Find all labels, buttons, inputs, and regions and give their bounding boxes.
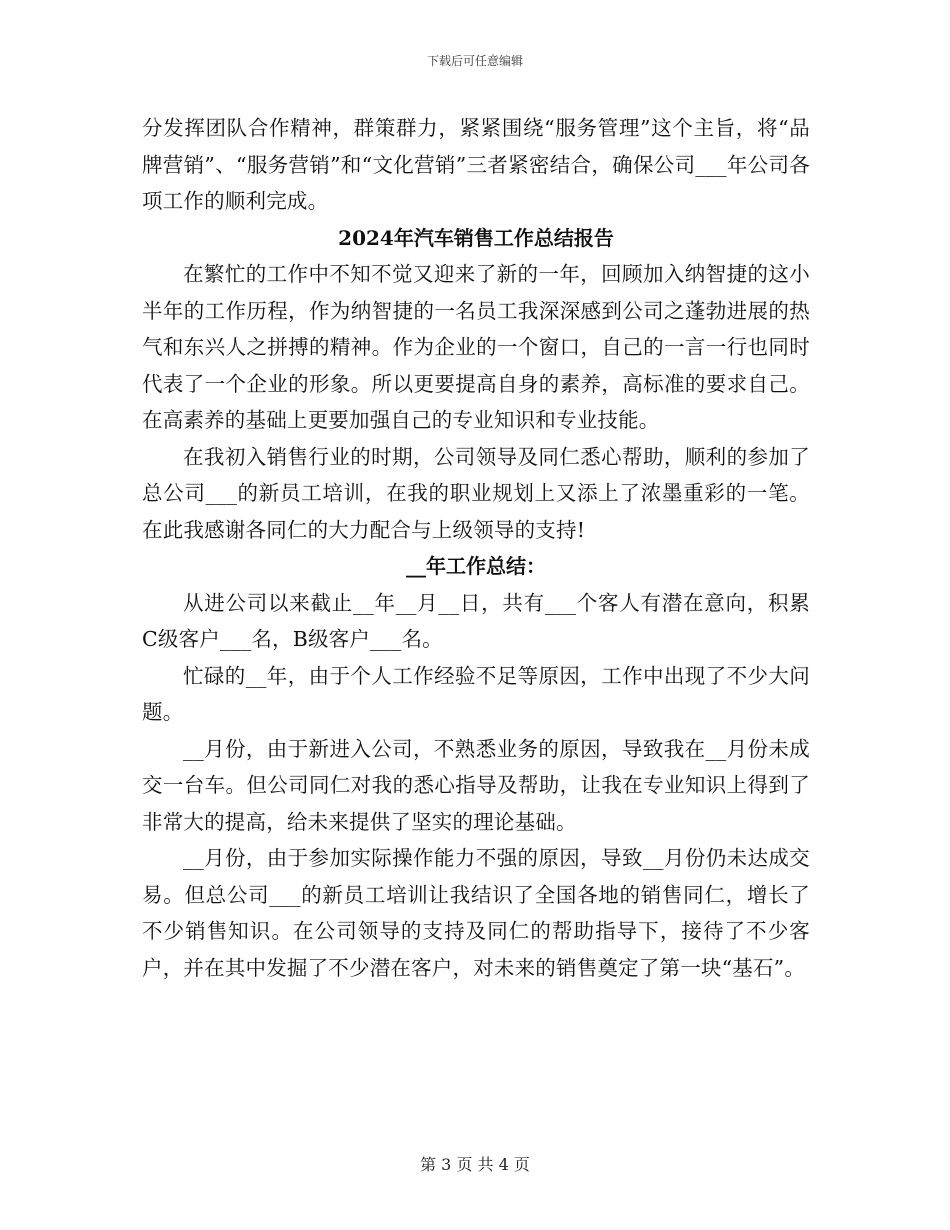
- section-heading: __年工作总结：: [406, 554, 546, 578]
- paragraph-3: 从进公司以来截止__年__月__日，共有___个客人有潜在意向，积累C级客户___名，B级客户___名。: [142, 590, 810, 651]
- document-title: 2024年汽车销售工作总结报告: [338, 225, 614, 250]
- intro-paragraph: 分发挥团队合作精神，群策群力，紧紧围绕“服务管理”这个主旨，将“品牌营销”、“服务营销”和“文化营销”三者紧密结合，确保公司___年公司各项工作的顺利完成。: [142, 116, 810, 213]
- paragraph-2: 在我初入销售行业的时期，公司领导及同仁悉心帮助，顺利的参加了总公司___的新员工培训，在我的职业规划上又添上了浓墨重彩的一笔。在此我感谢各同仁的大力配合与上级领导的支持!: [142, 444, 810, 542]
- paragraph-6: __月份，由于参加实际操作能力不强的原因，导致__月份仍未达成交易。但总公司___的新员工培训让我结识了全国各地的销售同仁，增长了不少销售知识。在公司领导的支持及同仁的帮助指导下，接待了不少客户，并在其中发掘了不少潜在客户，对未来的销售奠定了第一块“基石”。: [142, 846, 810, 980]
- paragraph-5: __月份，由于新进入公司，不熟悉业务的原因，导致我在__月份未成交一台车。但公司同仁对我的悉心指导及帮助，让我在专业知识上得到了非常大的提高，给未来提供了坚实的理论基础。: [142, 736, 810, 834]
- page-header: 下载后可任意编辑: [426, 54, 523, 68]
- document-body: [142, 110, 810, 986]
- paragraph-4: 忙碌的__年，由于个人工作经验不足等原因，工作中出现了不少大问题。: [142, 663, 810, 724]
- page-footer: 第 3 页 共 4 页: [420, 1155, 530, 1174]
- paragraph-1: 在繁忙的工作中不知不觉又迎来了新的一年，回顾加入纳智捷的这小半年的工作历程，作为纳智捷的一名员工我深深感到公司之蓬勃进展的热气和东兴人之拼搏的精神。作为企业的一个窗口，自己的一言一行也同时代表了一个企业的形象。所以更要提高自身的素养，高标准的要求自己。在高素养的基础上更要加强自己的专业知识和专业技能。: [142, 262, 810, 432]
